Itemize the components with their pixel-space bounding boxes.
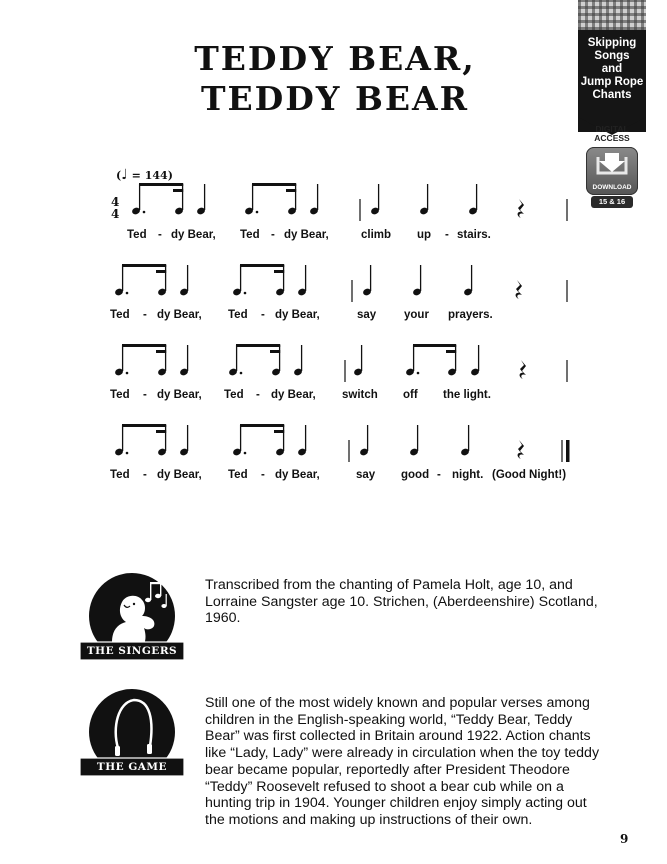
eighth-pair <box>405 344 457 376</box>
section-tab-line: and <box>601 63 623 75</box>
note-group <box>232 424 307 456</box>
quarter-rest <box>520 360 526 379</box>
section-tab-line: Skipping <box>587 37 637 49</box>
digital-access-line: DIGITAL <box>595 124 629 134</box>
lyric-syllable: Ted <box>110 309 130 321</box>
lyric-syllable: dy Bear, <box>271 389 316 401</box>
lyric-syllable: dy Bear, <box>171 229 216 241</box>
note-group <box>114 344 189 376</box>
tempo-marking: (♩ = 144) <box>116 167 173 183</box>
note-group <box>114 424 189 456</box>
lyric-hyphen: - <box>437 469 441 481</box>
music-line-4 <box>114 424 569 462</box>
quarter-note <box>460 425 470 456</box>
lyric-syllable: good <box>401 469 430 481</box>
lyric-syllable: Ted <box>228 309 248 321</box>
lyric-callout: (Good Night!) <box>492 469 567 481</box>
quarter-rest <box>518 199 524 218</box>
music-line-3 <box>114 344 567 382</box>
lyric-syllable: night. <box>452 469 484 481</box>
page-title-line-2: TEDDY BEAR <box>200 79 470 118</box>
lyric-hyphen: - <box>261 469 265 481</box>
lyric-syllable: dy Bear, <box>284 229 329 241</box>
lyric-syllable: Ted <box>127 229 147 241</box>
lyric-syllable: say <box>356 469 376 481</box>
game-text: Still one of the most widely known and popular verses among children in the English-speaking world, “Teddy Bear, Teddy Bear” was first collected in Britain around 1922. Action chants like “Lady, Lady” were already in circulation when the toy teddy bear became popular, reportedly after President Theodore “Teddy” Roosevelt refused to shoot a bear cub while on a hunting trip in 1904. Younger children enjoy simply acting out the motions and making up instructions of their own. <box>205 695 600 828</box>
quarter-rest <box>516 280 522 299</box>
quarter-note <box>353 345 363 376</box>
lyric-hyphen: - <box>158 229 162 241</box>
lyric-syllable: Ted <box>224 389 244 401</box>
time-signature-top: 4 <box>111 195 120 209</box>
lyric-syllable: Ted <box>110 389 130 401</box>
singers-badge-label: THE SINGERS <box>86 645 178 657</box>
lyric-hyphen: - <box>261 309 265 321</box>
lyric-syllable: your <box>404 309 429 321</box>
download-label: DOWNLOAD <box>592 184 632 191</box>
lyric-syllable: dy Bear, <box>157 389 202 401</box>
note-group <box>244 183 319 215</box>
lyric-hyphen: - <box>143 469 147 481</box>
quarter-note <box>468 184 478 215</box>
lyric-syllable: dy Bear, <box>157 309 202 321</box>
section-tab-line: Chants <box>592 89 632 101</box>
music-line-2 <box>114 264 567 302</box>
quarter-note <box>412 265 422 296</box>
lyric-syllable: Ted <box>110 469 130 481</box>
lyric-syllable: dy Bear, <box>157 469 202 481</box>
section-tab-line: Songs <box>594 50 630 62</box>
section-tab-line: Jump Rope <box>580 76 644 88</box>
note-group <box>131 183 206 215</box>
quarter-note <box>463 265 473 296</box>
lyric-syllable: prayers. <box>448 309 493 321</box>
quarter-note <box>370 184 380 215</box>
lyric-hyphen: - <box>143 309 147 321</box>
tempo-value: = 144 <box>131 169 168 182</box>
lyric-syllable: stairs. <box>457 229 491 241</box>
lyric-syllable: say <box>357 309 377 321</box>
quarter-note-symbol: ♩ <box>121 167 128 183</box>
lyric-syllable: climb <box>361 229 392 241</box>
lyric-syllable: Ted <box>240 229 260 241</box>
quarter-note <box>362 265 372 296</box>
lyric-syllable: Ted <box>228 469 248 481</box>
lyric-hyphen: - <box>256 389 260 401</box>
quarter-note <box>470 345 480 376</box>
download-track-numbers: 15 & 16 <box>591 196 633 208</box>
quarter-note <box>409 425 419 456</box>
quarter-rest <box>518 440 524 459</box>
note-group <box>232 264 307 296</box>
game-badge-label: THE GAME <box>96 761 168 773</box>
singers-text: Transcribed from the chanting of Pamela Holt, age 10, and Lorraine Sangster age 10. Strichen, (Aberdeenshire) Scotland, 1960. <box>205 577 598 627</box>
note-group <box>114 264 189 296</box>
lyric-syllable: up <box>417 229 432 241</box>
note-group <box>228 344 303 376</box>
lyric-hyphen: - <box>143 389 147 401</box>
quarter-note <box>419 184 429 215</box>
lyric-hyphen: - <box>271 229 275 241</box>
lyric-hyphen: - <box>445 229 449 241</box>
lyric-syllable: off <box>403 389 418 401</box>
lyric-syllable: the light. <box>443 389 491 401</box>
lyric-syllable: dy Bear, <box>275 469 320 481</box>
quarter-note <box>359 425 369 456</box>
page-title-line-1: TEDDY BEAR, <box>194 39 476 78</box>
page-number: 9 <box>620 832 629 846</box>
time-signature-bottom: 4 <box>111 207 120 221</box>
final-barline-thick <box>566 440 570 462</box>
lyric-syllable: dy Bear, <box>275 309 320 321</box>
music-line-1 <box>111 183 567 221</box>
lyric-syllable: switch <box>342 389 378 401</box>
digital-access-line: ACCESS <box>594 133 630 143</box>
